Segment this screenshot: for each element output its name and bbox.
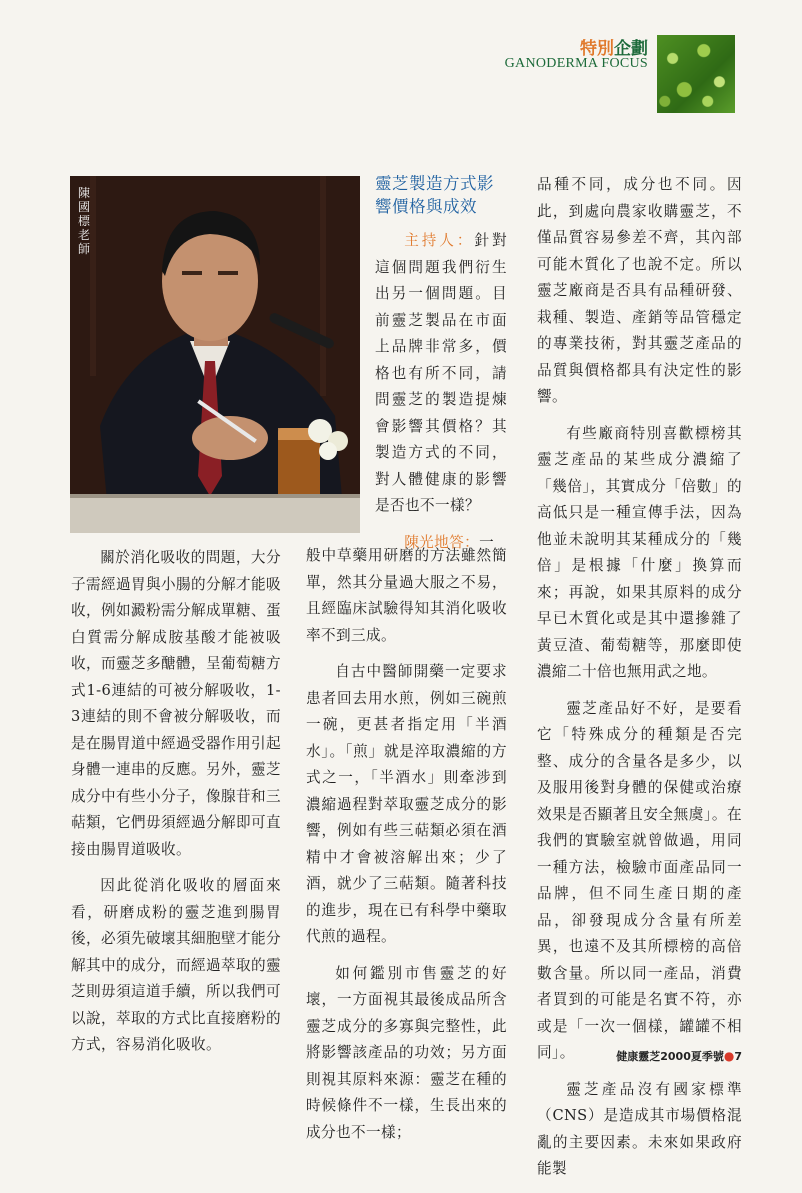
speaker-illustration <box>70 176 360 533</box>
section-subtitle: GANODERMA FOCUS <box>504 56 648 71</box>
speaker-photo <box>70 176 360 533</box>
article-column-3 <box>537 172 742 1193</box>
page-number: 7 <box>734 1050 742 1063</box>
article-column-1 <box>71 545 281 1069</box>
paragraph: 自古中醫師開藥一定要求患者回去用水煎，例如三碗煎一碗，更甚者指定用「半酒水」。「煎」就是淬取濃縮的方式之一，「半酒水」則牽涉到濃縮過程對萃取靈芝成分的影響，例如有些三萜類必須在酒精中才會被溶解出來；少了酒，就少了三萜類。隨著科技的進步，現在已有科學中藥取代煎的過程。 <box>306 663 507 945</box>
bullet-icon: ● <box>723 1049 735 1063</box>
section-title-part1: 特別 <box>580 39 614 59</box>
footer-publication: 健康靈芝2000夏季號 <box>616 1050 724 1063</box>
paragraph: 靈芝產品沒有國家標準（CNS）是造成其市場價格混亂的主要因素。未來如果政府能製 <box>537 1080 742 1177</box>
paragraph: 品種不同，成分也不同。因此，到處向農家收購靈芝，不僅品質容易參差不齊，其內部可能木質化了也說不定。所以靈芝廠商是否具有品種研發、栽種、製造、產銷等品管穩定的專業技術，對其靈芝產品的品質與價格都具有決定性的影響。 <box>537 176 742 405</box>
paragraph: 關於消化吸收的問題，大分子需經過胃與小腸的分解才能吸收，例如澱粉需分解成單糖、蛋白質需分解成胺基酸才能被吸收，而靈芝多醣體，呈葡萄糖方式1-6連結的可被分解吸收，1-3連結的則不會被分解吸收，而是在腸胃道中經過受器作用引起身體一連串的反應。另外，靈芝成分中有些小分子，像腺苷和三萜類，它們毋須經過分解即可直接由腸胃道吸收。 <box>71 549 281 858</box>
answer-text: 一 <box>479 533 495 551</box>
host-label: 主持人： <box>404 232 475 249</box>
section-heading: 靈芝製造方式影響價格與成效 <box>375 174 494 216</box>
article-column-2 <box>306 543 507 1156</box>
page-footer <box>612 1048 742 1064</box>
dialogue-column <box>375 172 507 566</box>
section-title-part2: 企劃 <box>614 39 648 59</box>
host-text: 針對這個問題我們衍生出另一個問題。目前靈芝製品在市面上品牌非常多，價格也有所不同，請問靈芝的製造提煉會影響其價格？其製造方式的不同，對人體健康的影響是否也不一樣？ <box>375 232 507 514</box>
leaf-photo <box>657 35 735 113</box>
paragraph: 靈芝產品好不好，是要看它「特殊成分的種類是否完整、成分的含量各是多少，以及服用後對身體的保健或治療效果是否顯著且安全無虞」。在我們的實驗室就曾做過，用同一種方法，檢驗市面產品同一品牌，但不同生產日期的產品，卻發現成分含量有所差異，也遠不及其所標榜的高倍數含量。所以同一產品，消費者買到的可能是名實不符，亦或是「一次一個樣，罐罐不相同」。 <box>537 699 742 1061</box>
paragraph: 有些廠商特別喜歡標榜其靈芝產品的某些成分濃縮了「幾倍」，其實成分「倍數」的高低只是一種宣傳手法，因為他並未說明其某種成分的「幾倍」是根據「什麼」換算而來；再說，如果其原料的成分早已木質化或是其中還摻雜了黃豆渣、葡萄糖等，那麼即使濃縮二十倍也無用武之地。 <box>537 424 742 680</box>
answer-label: 陳光地答： <box>404 533 480 551</box>
paragraph: 般中草藥用研磨的方法雖然簡單，然其分量過大服之不易，且經臨床試驗得知其消化吸收率不到三成。 <box>306 547 507 644</box>
photo-caption: 陳國標老師 <box>78 186 91 256</box>
paragraph: 因此從消化吸收的層面來看，研磨成粉的靈芝進到腸胃後，必須先破壞其細胞壁才能分解其中的成分，而經過萃取的靈芝則毋須這道手續，所以我們可以說，萃取的方式比直接磨粉的方式，容易消化吸收。 <box>71 877 281 1053</box>
host-question <box>375 228 507 520</box>
paragraph: 如何鑑別市售靈芝的好壞，一方面視其最後成品所含靈芝成分的多寡與完整性，此將影響該產品的功效；另方面則視其原料來源：靈芝在種的時候條件不一樣，生長出來的成分也不一樣； <box>306 964 507 1141</box>
